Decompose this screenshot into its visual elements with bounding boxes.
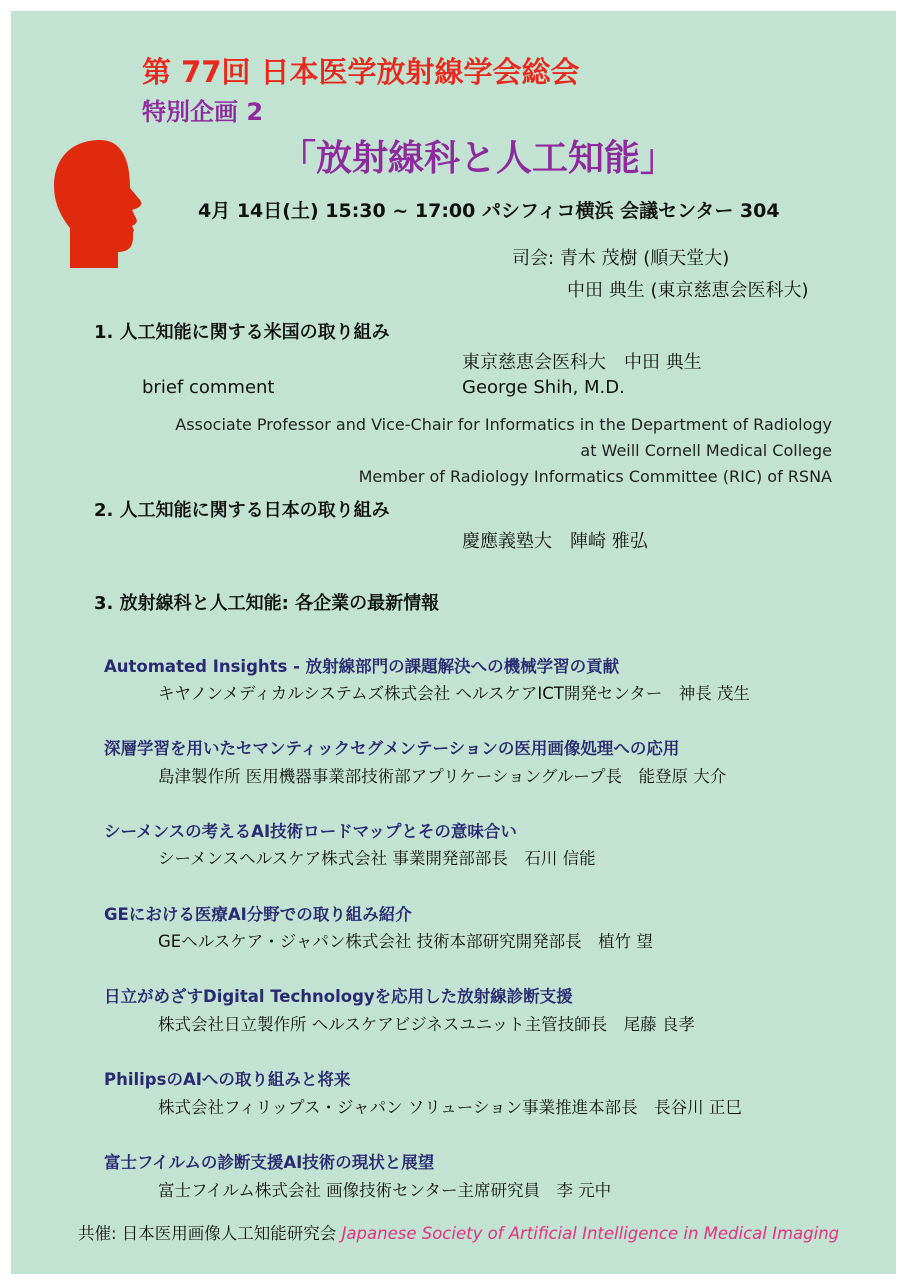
talk-speaker: 富士フイルム株式会社 画像技術センター主席研究員 李 元中 [158,1181,612,1200]
talk-speaker: GEヘルスケア・ジャパン株式会社 技術本部研究開発部長 植竹 望 [158,932,653,951]
cosponsor-line [78,1220,839,1244]
brief-comment-label: brief comment [142,377,275,398]
talk-title: Automated Insights - 放射線部門の課題解決への機械学習の貢献 [104,657,620,676]
brief-comment-speaker: George Shih, M.D. [462,377,625,398]
event-title: 第 77回 日本医学放射線学会総会 [142,55,580,89]
talk-title: シーメンスの考えるAI技術ロードマップとその意味合い [104,822,517,841]
section-3-heading: 3. 放射線科と人工知能: 各企業の最新情報 [94,593,440,614]
talk-title: GEにおける医療AI分野での取り組み紹介 [104,905,412,924]
talk-title: 富士フイルムの診断支援AI技術の現状と展望 [104,1153,435,1172]
talk-title: 日立がめざすDigital Technologyを応用した放射線診断支援 [104,987,573,1006]
talk-title: PhilipsのAIへの取り組みと将来 [104,1070,351,1089]
moderator-line-2: 中田 典生 (東京慈恵会医科大) [567,280,809,301]
date-venue-line: 4月 14日(土) 15:30 ~ 17:00 パシフィコ横浜 会議センター 304 [198,200,780,222]
session-title: 「放射線科と人工知能」 [280,138,677,179]
section-2-heading: 2. 人工知能に関する日本の取り組み [94,500,390,521]
talk-speaker: キヤノンメディカルシステムズ株式会社 ヘルスケアICT開発センター 神長 茂生 [158,684,750,703]
section-2-speaker: 慶應義塾大 陣崎 雅弘 [462,531,648,552]
cosponsor-label: 共催: 日本医用画像人工知能研究会 [78,1224,337,1243]
affiliation-line-3: Member of Radiology Informatics Committee (RIC) of RSNA [358,467,832,486]
section-1-heading: 1. 人工知能に関する米国の取り組み [94,322,390,343]
section-1-speaker: 東京慈恵会医科大 中田 典生 [462,352,702,373]
moderator-line-1: 司会: 青木 茂樹 (順天堂大) [512,248,730,269]
talk-title: 深層学習を用いたセマンティックセグメンテーションの医用画像処理への応用 [104,739,680,758]
talk-speaker: 島津製作所 医用機器事業部技術部アプリケーショングループ長 能登原 大介 [158,767,727,786]
special-program-label: 特別企画 2 [142,98,264,126]
head-profile-icon [52,138,144,274]
affiliation-line-1: Associate Professor and Vice-Chair for Informatics in the Department of Radiology [175,415,832,434]
talk-speaker: 株式会社フィリップス・ジャパン ソリューション事業推進本部長 長谷川 正巳 [158,1098,742,1117]
affiliation-line-2: at Weill Cornell Medical College [580,441,832,460]
talk-speaker: シーメンスヘルスケア株式会社 事業開発部部長 石川 信能 [158,849,596,868]
talk-speaker: 株式会社日立製作所 ヘルスケアビジネスユニット主管技師長 尾藤 良孝 [158,1015,695,1034]
cosponsor-english: Japanese Society of Artificial Intelligence in Medical Imaging [341,1224,840,1243]
